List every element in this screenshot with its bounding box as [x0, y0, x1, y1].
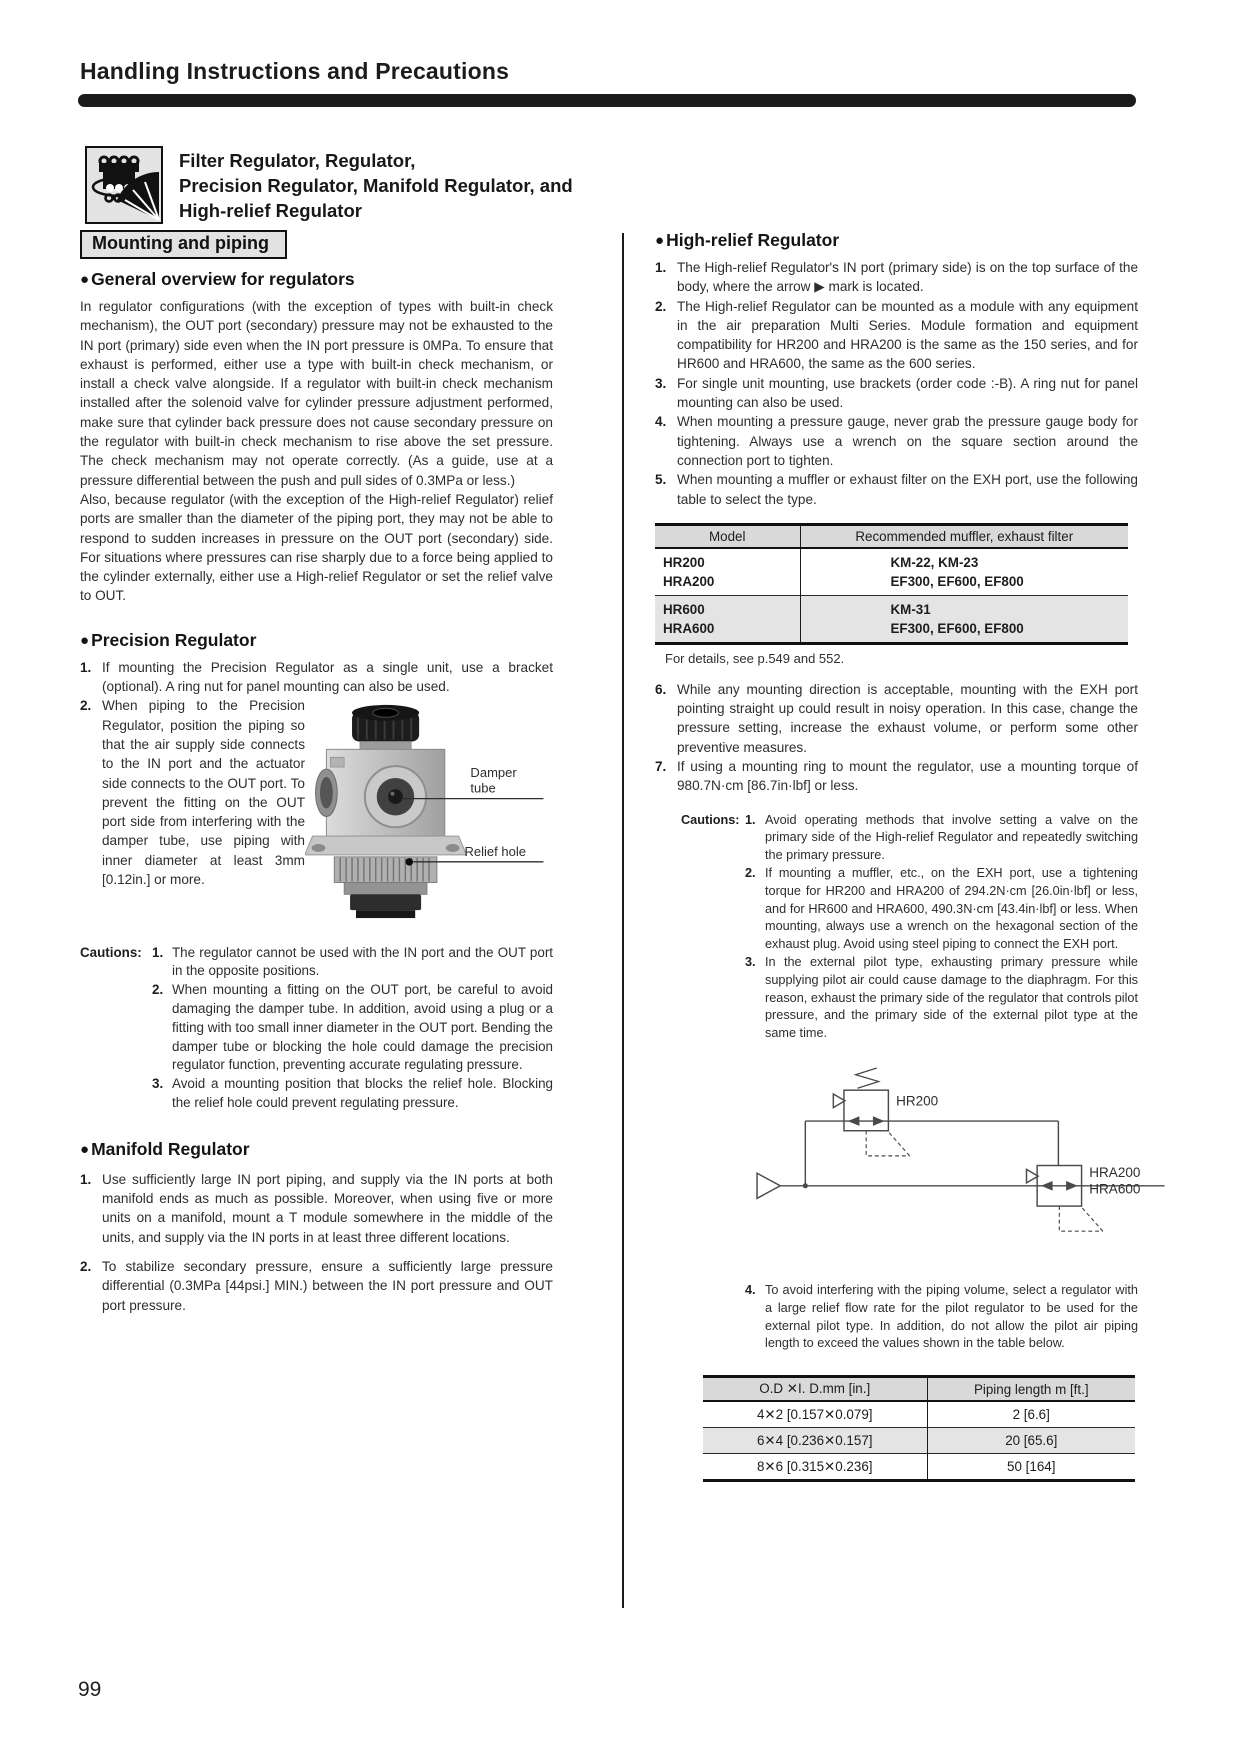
recommended-value: KM-31: [890, 601, 931, 617]
list-item-number: 2.: [80, 698, 92, 714]
list-item-number: 1.: [80, 1171, 92, 1187]
pilot-dashed-lines: [866, 1131, 1103, 1231]
list-item-number: 1.: [745, 812, 756, 827]
list-item-text: If mounting a muffler, etc., on the EXH port, use a tightening torque for HR200 and HRA200 of 294.2N·cm [26.0in·lbf] or less, and for HR600 and HRA600, 490.3N·cm [43.4in·lbf] or less. When mounting, always use a wrench on the hexagonal section of the exhaust plug. Avoid using steel piping to connect the EXH port.: [765, 866, 1138, 952]
caution-continued: [745, 1282, 1138, 1353]
list-item: [80, 658, 553, 697]
list-item: [655, 412, 1138, 470]
manifold-regulator-heading: [80, 1139, 553, 1160]
list-item-text: To stabilize secondary pressure, ensure a sufficiently large pressure differential (0.3MPa [44psi.] MIN.) between the IN port pressure and OUT port pressure.: [102, 1259, 553, 1313]
list-item-text: If using a mounting ring to mount the regulator, use a mounting torque of 980.7N·cm [86.7in·lbf] or less.: [677, 759, 1138, 794]
general-overview-heading: [80, 269, 553, 290]
od-id-cell: 4✕2 [0.157✕0.079]: [756, 1407, 873, 1423]
product-title-line: Filter Regulator, Regulator,: [179, 150, 416, 171]
list-item-text: Avoid operating methods that involve setting a valve on the primary side of the High-relief Regulator and repeatedly switching the primary pressure.: [765, 812, 1138, 863]
recommended-cell: [800, 548, 1128, 596]
pilot-circuit-diagram: [743, 1067, 1169, 1265]
table-row: [703, 1401, 1135, 1428]
air-supply-icon: [757, 1173, 780, 1198]
page-number: 99: [78, 1678, 102, 1701]
list-item-number: 2.: [655, 298, 667, 314]
list-item-number: 2.: [745, 866, 756, 881]
od-id-cell: 6✕4 [0.236✕0.157]: [703, 1428, 927, 1454]
relief-hole: [406, 858, 413, 865]
hra200-label: HRA200: [1089, 1165, 1141, 1181]
caution-item: [745, 865, 1138, 954]
product-title: [179, 146, 573, 224]
damper-tube: [388, 790, 403, 805]
model-cell: [655, 548, 800, 596]
caution-item: [152, 944, 553, 982]
pilot-port-icon: [833, 1094, 845, 1108]
table-row: [703, 1428, 1135, 1454]
list-item-number: 3.: [745, 955, 756, 970]
list-item-number: 3.: [655, 375, 667, 391]
list-item: [655, 470, 1138, 509]
list-item: [80, 1257, 553, 1315]
list-item-number: 1.: [655, 260, 667, 275]
cautions-label: Cautions:: [80, 944, 142, 960]
regulator-pictogram-graphic: [87, 148, 161, 222]
column-divider: [622, 233, 624, 1608]
list-item-number: 1.: [80, 659, 92, 675]
list-item-text: Avoid a mounting position that blocks the relief hole. Blocking the relief hole could prevent regulating pressure.: [172, 1076, 553, 1111]
muffler-recommendation-table: [655, 523, 1128, 645]
damper-tube-label: Damper: [470, 765, 517, 781]
list-item: [655, 258, 1138, 297]
precision-regulator-photo: [305, 700, 553, 927]
cautions-block: [681, 812, 1138, 1043]
spring-icon: [856, 1068, 879, 1088]
piping-length-cell: 20 [65.6]: [927, 1428, 1135, 1454]
product-title-line: High-relief Regulator: [179, 200, 362, 221]
recommended-value: EF300, EF600, EF800: [890, 620, 1024, 636]
junction-dot: [803, 1183, 808, 1188]
list-item: [655, 374, 1138, 413]
model-value: HRA200: [663, 573, 715, 589]
table-header-piping-length: Piping length m [ft.]: [927, 1377, 1135, 1402]
header-rule: [78, 94, 1136, 107]
bullet-icon: ●: [80, 631, 90, 649]
list-item-text: The regulator cannot be used with the IN port and the OUT port in the opposite positions.: [172, 944, 553, 979]
section-heading-text: High-relief Regulator: [666, 230, 840, 250]
table-header-model: Model: [655, 524, 800, 548]
piping-length-cell: 2 [6.6]: [927, 1401, 1135, 1428]
table-row: [655, 595, 1128, 643]
list-item: [80, 1170, 553, 1247]
model-cell: [655, 595, 800, 643]
list-item-text: When mounting a pressure gauge, never grab the pressure gauge body for tightening. Always use a wrench on the square section around the connection port to tighten.: [677, 414, 1138, 468]
caution-item: [152, 1075, 553, 1113]
pilot-piping-length-table: [703, 1375, 1135, 1482]
pilot-port-icon: [1027, 1169, 1039, 1183]
damper-tube-label: tube: [470, 781, 496, 797]
table-row: [703, 1454, 1135, 1481]
relief-hole-label: Relief hole: [464, 844, 527, 860]
caution-item: [152, 981, 553, 1075]
list-item-number: 1.: [152, 944, 164, 960]
model-value: HR200: [663, 554, 705, 570]
paragraph: In regulator configurations (with the exception of types with built-in check mechanism), the OUT port (secondary) pressure may not be exhausted to the IN port (primary) side even when the IN port pressure is 0MPa. To ensure that exhaust is performed, either use a type with built-in check mechanism, or install a check valve alongside. If a regulator with built-in check mechanism installed after the solenoid valve for cylinder pressure adjustment performed, make sure that cylinder back pressure does not cause secondary pressure on the regulator with built-in check mechanism to rise above the set pressure. The check mechanism may not operate correctly. (As a guide, use at a pressure differential between the push and pull sides of 0.3MPa or less.): [80, 299, 553, 488]
regulator-body: [316, 750, 445, 837]
cautions-label: Cautions:: [681, 812, 740, 827]
right-column: [655, 230, 1141, 1482]
cautions-items: [152, 944, 553, 1113]
left-column: [80, 230, 553, 1315]
piping-length-cell: 50 [164]: [927, 1454, 1135, 1481]
list-item-text: When piping to the Precision Regulator, position the piping so that the air supply side connects to the IN port and the actuator side connects to the OUT port. To prevent the fitting on the OUT port side from interfering with the damper tube, use piping with inner diameter at least 3mm [0.12in.] or more.: [102, 698, 305, 888]
table-header-recommended: Recommended muffler, exhaust filter: [800, 524, 1128, 548]
external-pilot-schematic: [743, 1067, 1141, 1270]
hr200-label: HR200: [896, 1093, 939, 1109]
table-header-od-id: O.D ✕I. D.mm [in.]: [703, 1377, 927, 1402]
table-row: [655, 548, 1128, 596]
bullet-icon: ●: [80, 1140, 90, 1158]
list-item-text: For single unit mounting, use brackets (order code :-B). A ring nut for panel mounting can also be used.: [677, 375, 1138, 411]
bullet-icon: ●: [80, 271, 90, 288]
list-item-number: 5.: [655, 472, 667, 488]
hr200-regulator-symbol: [844, 1090, 888, 1131]
recommended-value: KM-22, KM-23: [890, 554, 979, 570]
list-item-text: The High-relief Regulator can be mounted as a module with any equipment in the air preparation Multi Series. Module formation and equipment compatibility for HR200 and HRA200 is the same as the 150 series, and for HR600 and HRA600, the same as the 600 series.: [677, 298, 1138, 372]
caution-item: [745, 1282, 1138, 1353]
list-item-number: 2.: [80, 1259, 92, 1274]
model-value: HR600: [663, 601, 705, 617]
regulator-pictogram-icon: [85, 146, 163, 224]
list-item-number: 6.: [655, 681, 667, 697]
cautions-block: [80, 944, 553, 1113]
list-item-text: To avoid interfering with the piping volume, select a regulator with a large relief flow rate for the pilot regulator to be used for the external pilot type. In addition, do not allow the pilot air piping length to exceed the values shown in the table below.: [765, 1283, 1138, 1351]
ring-nut: [334, 857, 437, 918]
section-heading-text: Precision Regulator: [91, 629, 257, 650]
list-item-text: Use sufficiently large IN port piping, and supply via the IN ports at both manifold ends as much as possible. Moreover, when using five or more units on a manifold, mount a T module somewhere in the middle of the units, and supply via the IN ports in at least three different locations.: [102, 1171, 553, 1245]
list-item-text: If mounting the Precision Regulator as a single unit, use a bracket (optional). A ring nut for panel mounting can also be used.: [102, 659, 553, 695]
product-title-block: [85, 146, 573, 224]
table-note: For details, see p.549 and 552.: [665, 650, 845, 666]
list-item-number: 3.: [152, 1076, 164, 1092]
section-heading-text: General overview for regulators: [91, 269, 355, 289]
bullet-icon: ●: [655, 232, 665, 249]
page-title: Handling Instructions and Precautions: [80, 58, 510, 84]
list-item-number: 2.: [152, 982, 164, 998]
section-heading-text: Manifold Regulator: [91, 1138, 250, 1159]
high-relief-regulator-heading: [655, 230, 1138, 251]
paragraph: Also, because regulator (with the exception of the High-relief Regulator) relief ports are smaller than the diameter of the piping port, they may not be able to respond to sudden increases in pressure on the OUT port (secondary) side. For situations where pressures can rise sharply due to a force being applied to the cylinder externally, either use a High-relief Regulator or set the relief valve to OUT.: [80, 491, 553, 604]
caution-item: [745, 954, 1138, 1043]
caution-item: [745, 812, 1138, 865]
list-item-number: 4.: [655, 414, 667, 430]
list-item: [80, 696, 553, 927]
precision-regulator-photo-graphic: [305, 700, 553, 922]
product-title-line: Precision Regulator, Manifold Regulator, and: [179, 175, 573, 196]
list-item-text: The High-relief Regulator's IN port (primary side) is on the top surface of the body, where the arrow ▶ mark is located.: [677, 260, 1138, 295]
od-id-cell: 8✕6 [0.315✕0.236]: [703, 1454, 927, 1481]
list-item-text: In the external pilot type, exhausting primary pressure while supplying pilot air could cause damage to the diaphragm. For this reason, exhaust the primary side of the regulator that controls pilot pressure, and the primary side of the external pilot type at the same time.: [765, 955, 1138, 1041]
list-item-number: 7.: [655, 759, 667, 775]
flow-arrows: [848, 1116, 1078, 1190]
list-item-text: When mounting a muffler or exhaust filter on the EXH port, use the following table to select the type.: [677, 472, 1138, 507]
cautions-items: [745, 812, 1138, 1043]
model-value: HRA600: [663, 620, 715, 636]
section-box-heading: Mounting and piping: [80, 230, 287, 259]
list-item-text: When mounting a fitting on the OUT port, be careful to avoid damaging the damper tube. In addition, avoid using a plug or a fitting with too small inner diameter in the OUT port. Bending the damper tube or blocking the hole could damage the precision regulator function, preventing accurate regulating pressure.: [172, 982, 553, 1073]
mounting-flange: [305, 837, 466, 856]
list-item: [655, 680, 1138, 757]
list-item: [655, 757, 1138, 796]
list-item: [655, 297, 1138, 374]
recommended-value: EF300, EF600, EF800: [890, 573, 1024, 589]
list-item-number: 4.: [745, 1283, 756, 1297]
recommended-cell: [800, 595, 1128, 643]
hra600-label: HRA600: [1089, 1181, 1141, 1197]
list-item-text: While any mounting direction is acceptable, mounting with the EXH port pointing straight up could result in noisy operation. In this case, change the pressure setting, increase the exhaust volume, or perform some other preventive measures.: [677, 681, 1138, 755]
precision-regulator-heading: [80, 630, 553, 651]
adjust-knob: [352, 705, 419, 749]
